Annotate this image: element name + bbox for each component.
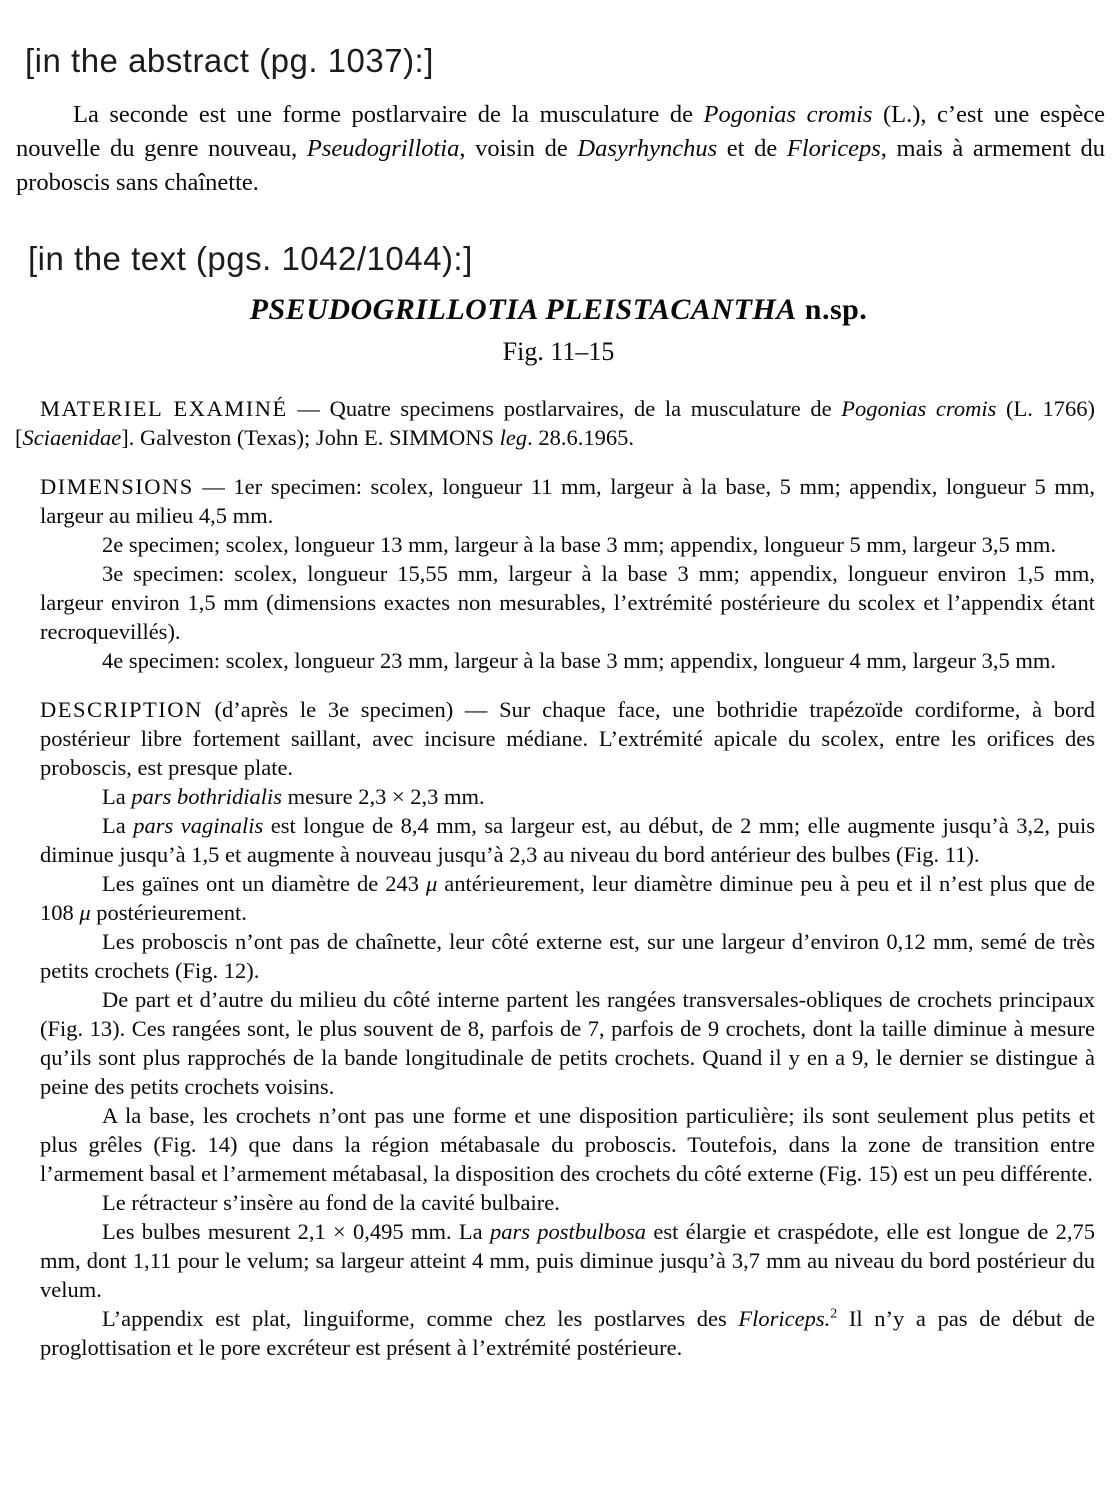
abstract-location-note: [in the abstract (pg. 1037):]	[25, 42, 434, 79]
retracteur-paragraph: Le rétracteur s’insère au fond de la cavité bulbaire.	[102, 1190, 560, 1215]
pars-vaginalis-paragraph: La pars vaginalis est longue de 8,4 mm, sa largeur est, au début, de 2 mm; elle augmente jusqu’à 3,2, puis diminue jusqu’à 1,5 et augmente à nouveau jusqu’à 2,3 au niveau du bord antérieur des bulbes (Fig. 11).	[40, 813, 1095, 867]
dimensions-specimen-4-paragraph: 4e specimen: scolex, longueur 23 mm, largeur à la base 3 mm; appendix, longueur 4 mm, largeur 3,5 mm.	[102, 648, 1056, 673]
appendix-paragraph: L’appendix est plat, linguiforme, comme chez les postlarves des Floriceps.$^2$ Il n’y a pas de début de proglottisation et le pore excréteur est présent à l’extrémité postérieure.	[40, 1306, 1095, 1360]
abstract-paragraph: La seconde est une forme postlarvaire de la musculature de Pogonias cromis (L.), c’est une espèce nouvelle du genre nouveau, Pseudogrillotia, voisin de Dasyrhynchus et de Floriceps, mais à armement du proboscis sans chaînette.	[16, 101, 1106, 196]
dimensions-specimen-1-paragraph: DIMENSIONS — 1er specimen: scolex, longueur 11 mm, largeur à la base, 5 mm; appendix, longueur 5 mm, largeur au milieu 4,5 mm.	[40, 474, 1095, 528]
pars-bothridialis-paragraph: La pars bothridialis mesure 2,3 × 2,3 mm.	[102, 784, 485, 809]
gaines-diametre-paragraph: Les gaïnes ont un diamètre de 243 μ antérieurement, leur diamètre diminue peu à peu et il n’est plus que de 108 μ postérieurement.	[40, 871, 1095, 925]
dimensions-specimen-3-paragraph: 3e specimen: scolex, longueur 15,55 mm, largeur à la base 3 mm; appendix, longueur environ 1,5 mm, largeur environ 1,5 mm (dimensions exactes non mesurables, l’extrémité postérieure du scolex et l’appendix étant recroquevillés).	[40, 561, 1095, 644]
dimensions-specimen-2-paragraph: 2e specimen; scolex, longueur 13 mm, largeur à la base 3 mm; appendix, longueur 5 mm, largeur 3,5 mm.	[102, 532, 1056, 557]
bulbes-paragraph: Les bulbes mesurent 2,1 × 0,495 mm. La pars postbulbosa est élargie et craspédote, elle est longue de 2,75 mm, dont 1,11 pour le velum; sa largeur atteint 4 mm, puis diminue jusqu’à 3,7 mm au niveau du bord postérieur du velum.	[40, 1219, 1095, 1302]
proboscis-chainette-paragraph: Les proboscis n’ont pas de chaînette, leur côté externe est, sur une largeur d’environ 0,12 mm, semé de très petits crochets (Fig. 12).	[40, 929, 1095, 983]
text-location-note: [in the text (pgs. 1042/1044):]	[28, 240, 473, 277]
rangees-crochets-paragraph: De part et d’autre du milieu du côté interne partent les rangées transversales-obliques de crochets principaux (Fig. 13). Ces rangées sont, le plus souvent de 8, parfois de 7, parfois de 9 crochets, dont la taille diminue à mesure qu’ils sont plus rapprochés de la bande longitudinale de petits crochets. Quand il y en a 9, le dernier se distingue à peine des petits crochets voisins.	[40, 987, 1095, 1099]
figure-reference: Fig. 11–15	[502, 337, 615, 366]
crochets-base-paragraph: A la base, les crochets n’ont pas une forme et une disposition particulière; ils sont seulement plus petits et plus grêles (Fig. 14) que dans la région métabasale du proboscis. Toutefois, dans la zone de transition entre l’armement basal et l’armement métabasal, la disposition des crochets du côté externe (Fig. 15) est un peu différente.	[40, 1103, 1095, 1186]
description-intro-paragraph: DESCRIPTION (d’après le 3e specimen) — Sur chaque face, une bothridie trapézoïde cordiforme, à bord postérieur libre fortement saillant, avec incisure médiane. L’extrémité apicale du scolex, entre les orifices des proboscis, est presque plate.	[40, 697, 1095, 780]
materiel-examine-paragraph: MATERIEL EXAMINÉ — Quatre specimens postlarvaires, de la musculature de Pogonias cromis (L. 1766) [Sciaenidae]. Galveston (Texas); John E. SIMMONS leg. 28.6.1965.	[15, 396, 1095, 450]
article-body	[15, 394, 1095, 1362]
species-heading: PSEUDOGRILLOTIA PLEISTACANTHA n.sp.	[249, 293, 868, 326]
